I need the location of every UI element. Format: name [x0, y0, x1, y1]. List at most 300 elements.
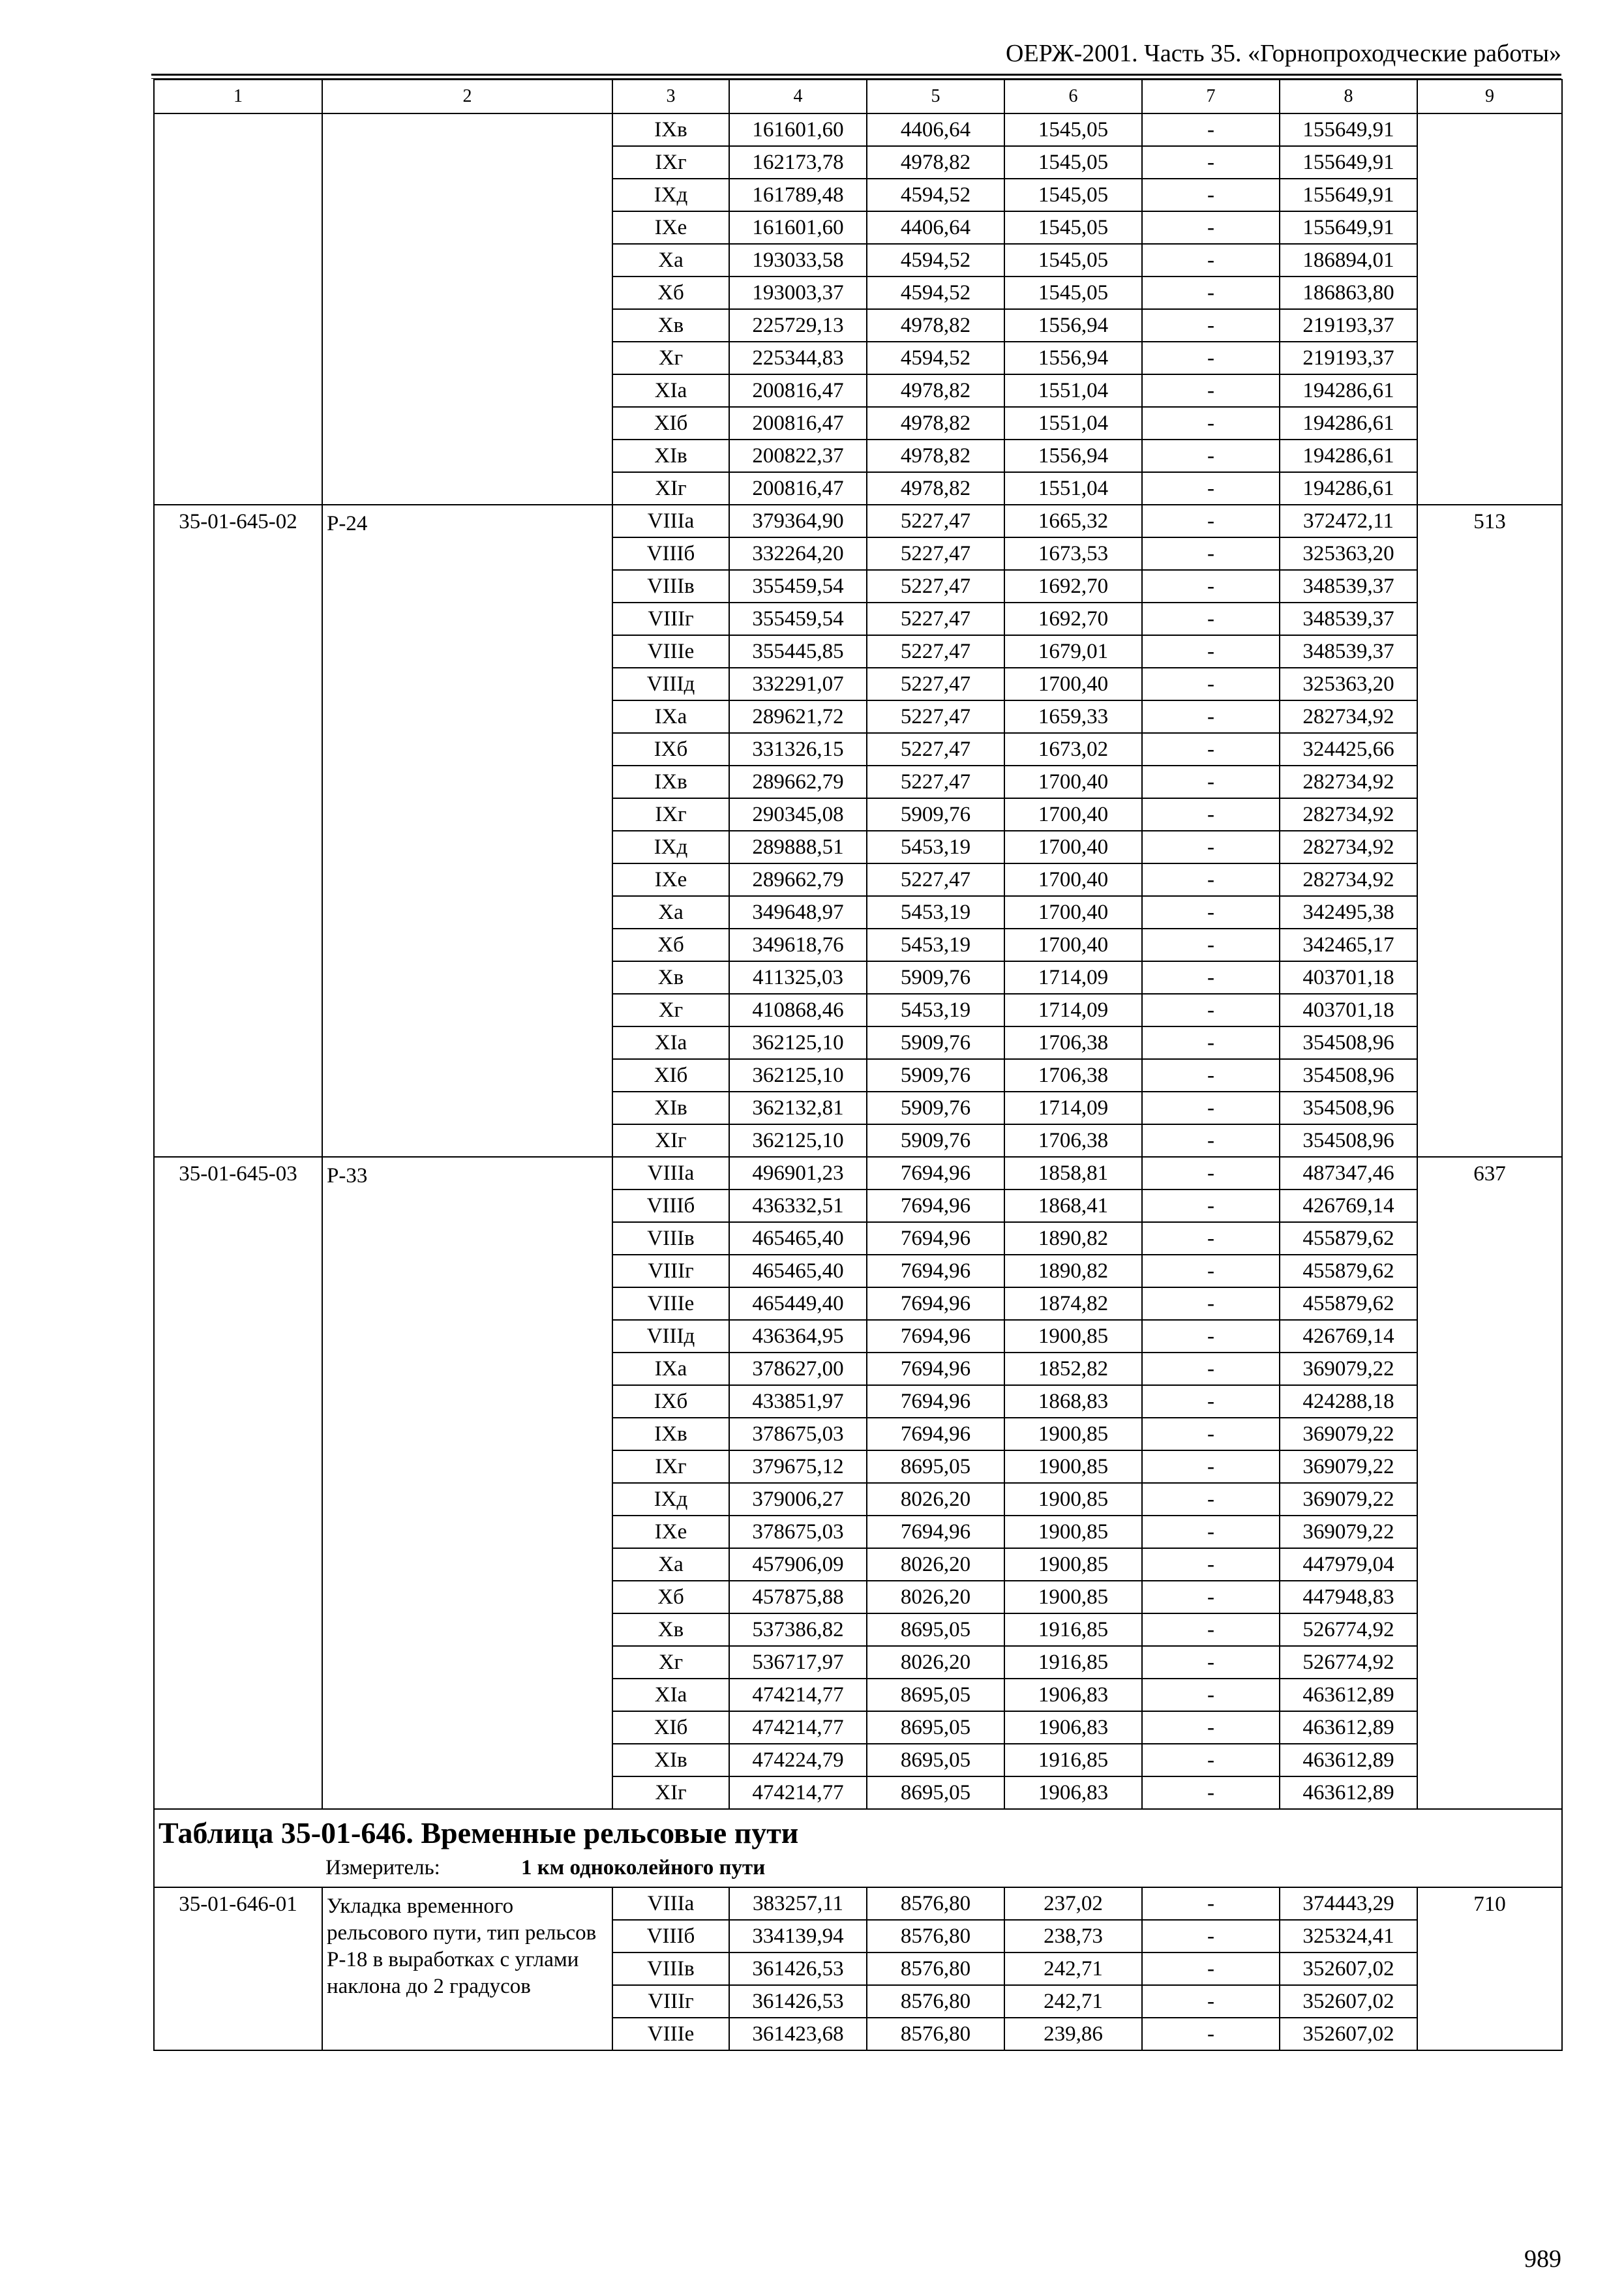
labor-cost-cell: 8576,80: [867, 1887, 1004, 1920]
labor-cost-cell: 7694,96: [867, 1516, 1004, 1548]
total-cost-cell: 474214,77: [729, 1679, 867, 1711]
machine-cost-cell: 1556,94: [1004, 440, 1142, 472]
material-cost-cell: 194286,61: [1280, 440, 1417, 472]
total-cost-cell: 379364,90: [729, 505, 867, 537]
zone-cell: VIIIв: [612, 570, 729, 603]
zone-cell: VIIIа: [612, 505, 729, 537]
labor-hours-cell: 637: [1417, 1157, 1562, 1809]
driver-wage-cell: -: [1142, 896, 1280, 929]
machine-cost-cell: 1545,05: [1004, 146, 1142, 179]
labor-hours-cell: 710: [1417, 1887, 1562, 2050]
labor-cost-cell: 5453,19: [867, 929, 1004, 961]
labor-cost-cell: 4594,52: [867, 244, 1004, 277]
total-cost-cell: 378627,00: [729, 1353, 867, 1385]
total-cost-cell: 355459,54: [729, 570, 867, 603]
zone-cell: XIг: [612, 1124, 729, 1157]
material-cost-cell: 455879,62: [1280, 1255, 1417, 1287]
machine-cost-cell: 1916,85: [1004, 1646, 1142, 1679]
driver-wage-cell: -: [1142, 440, 1280, 472]
material-cost-cell: 447979,04: [1280, 1548, 1417, 1581]
machine-cost-cell: 1556,94: [1004, 342, 1142, 374]
machine-cost-cell: 1852,82: [1004, 1353, 1142, 1385]
material-cost-cell: 352607,02: [1280, 1985, 1417, 2018]
driver-wage-cell: -: [1142, 635, 1280, 668]
column-number: 4: [729, 80, 867, 113]
labor-cost-cell: 5227,47: [867, 537, 1004, 570]
machine-cost-cell: 1556,94: [1004, 309, 1142, 342]
machine-cost-cell: 1890,82: [1004, 1255, 1142, 1287]
driver-wage-cell: -: [1142, 1092, 1280, 1124]
total-cost-cell: 200816,47: [729, 374, 867, 407]
labor-cost-cell: 4978,82: [867, 374, 1004, 407]
driver-wage-cell: -: [1142, 537, 1280, 570]
driver-wage-cell: -: [1142, 1222, 1280, 1255]
total-cost-cell: 355459,54: [729, 603, 867, 635]
material-cost-cell: 342495,38: [1280, 896, 1417, 929]
labor-hours-cell: 513: [1417, 505, 1562, 1157]
driver-wage-cell: -: [1142, 1887, 1280, 1920]
driver-wage-cell: -: [1142, 244, 1280, 277]
zone-cell: IXв: [612, 1418, 729, 1450]
labor-hours-cell: [1417, 113, 1562, 505]
labor-cost-cell: 5227,47: [867, 635, 1004, 668]
machine-cost-cell: 1692,70: [1004, 570, 1142, 603]
zone-cell: IXа: [612, 1353, 729, 1385]
machine-cost-cell: 1665,32: [1004, 505, 1142, 537]
total-cost-cell: 289662,79: [729, 766, 867, 798]
material-cost-cell: 282734,92: [1280, 798, 1417, 831]
total-cost-cell: 537386,82: [729, 1613, 867, 1646]
zone-cell: Xа: [612, 244, 729, 277]
labor-cost-cell: 8695,05: [867, 1450, 1004, 1483]
driver-wage-cell: -: [1142, 1744, 1280, 1776]
zone-cell: Xг: [612, 1646, 729, 1679]
driver-wage-cell: -: [1142, 1581, 1280, 1613]
material-cost-cell: 403701,18: [1280, 961, 1417, 994]
zone-cell: XIб: [612, 1059, 729, 1092]
material-cost-cell: 352607,02: [1280, 2018, 1417, 2050]
total-cost-cell: 465465,40: [729, 1255, 867, 1287]
labor-cost-cell: 8695,05: [867, 1613, 1004, 1646]
labor-cost-cell: 7694,96: [867, 1222, 1004, 1255]
driver-wage-cell: -: [1142, 146, 1280, 179]
labor-cost-cell: 5909,76: [867, 961, 1004, 994]
total-cost-cell: 289621,72: [729, 700, 867, 733]
column-number: 8: [1280, 80, 1417, 113]
total-cost-cell: 361426,53: [729, 1985, 867, 2018]
driver-wage-cell: -: [1142, 1157, 1280, 1189]
machine-cost-cell: 1916,85: [1004, 1613, 1142, 1646]
code-cell: [154, 113, 322, 505]
material-cost-cell: 282734,92: [1280, 700, 1417, 733]
material-cost-cell: 463612,89: [1280, 1744, 1417, 1776]
machine-cost-cell: 1545,05: [1004, 277, 1142, 309]
total-cost-cell: 161601,60: [729, 113, 867, 146]
driver-wage-cell: -: [1142, 374, 1280, 407]
total-cost-cell: 334139,94: [729, 1920, 867, 1952]
machine-cost-cell: 1900,85: [1004, 1418, 1142, 1450]
driver-wage-cell: -: [1142, 733, 1280, 766]
machine-cost-cell: 238,73: [1004, 1920, 1142, 1952]
material-cost-cell: 369079,22: [1280, 1418, 1417, 1450]
driver-wage-cell: -: [1142, 1418, 1280, 1450]
code-cell: 35-01-646-01: [154, 1887, 322, 2050]
machine-cost-cell: 1700,40: [1004, 929, 1142, 961]
material-cost-cell: 372472,11: [1280, 505, 1417, 537]
labor-cost-cell: 5909,76: [867, 798, 1004, 831]
total-cost-cell: 411325,03: [729, 961, 867, 994]
machine-cost-cell: 1551,04: [1004, 472, 1142, 505]
table-row: [154, 1157, 1562, 1189]
total-cost-cell: 200816,47: [729, 472, 867, 505]
zone-cell: VIIIд: [612, 668, 729, 700]
labor-cost-cell: 7694,96: [867, 1157, 1004, 1189]
machine-cost-cell: 1700,40: [1004, 668, 1142, 700]
machine-cost-cell: 1659,33: [1004, 700, 1142, 733]
machine-cost-cell: 1700,40: [1004, 896, 1142, 929]
page-number: 989: [1524, 2245, 1561, 2273]
labor-cost-cell: 5227,47: [867, 505, 1004, 537]
labor-cost-cell: 7694,96: [867, 1287, 1004, 1320]
machine-cost-cell: 1900,85: [1004, 1548, 1142, 1581]
table-title-row: [154, 1809, 1562, 1887]
machine-cost-cell: 1673,53: [1004, 537, 1142, 570]
driver-wage-cell: -: [1142, 1385, 1280, 1418]
zone-cell: XIб: [612, 407, 729, 440]
name-cell: Р-24: [322, 505, 612, 1157]
zone-cell: IXд: [612, 831, 729, 863]
labor-cost-cell: 4406,64: [867, 211, 1004, 244]
total-cost-cell: 379006,27: [729, 1483, 867, 1516]
labor-cost-cell: 5909,76: [867, 1026, 1004, 1059]
driver-wage-cell: -: [1142, 1287, 1280, 1320]
material-cost-cell: 155649,91: [1280, 179, 1417, 211]
zone-cell: Xв: [612, 961, 729, 994]
code-cell: 35-01-645-02: [154, 505, 322, 1157]
labor-cost-cell: 5909,76: [867, 1092, 1004, 1124]
machine-cost-cell: 1906,83: [1004, 1776, 1142, 1809]
zone-cell: Xв: [612, 1613, 729, 1646]
total-cost-cell: 361423,68: [729, 2018, 867, 2050]
zone-cell: VIIIг: [612, 1985, 729, 2018]
zone-cell: Xа: [612, 896, 729, 929]
driver-wage-cell: -: [1142, 1679, 1280, 1711]
zone-cell: XIв: [612, 1744, 729, 1776]
machine-cost-cell: 237,02: [1004, 1887, 1142, 1920]
material-cost-cell: 447948,83: [1280, 1581, 1417, 1613]
driver-wage-cell: -: [1142, 1776, 1280, 1809]
zone-cell: Xг: [612, 342, 729, 374]
material-cost-cell: 186894,01: [1280, 244, 1417, 277]
zone-cell: VIIIб: [612, 537, 729, 570]
machine-cost-cell: 1714,09: [1004, 961, 1142, 994]
labor-cost-cell: 4978,82: [867, 146, 1004, 179]
material-cost-cell: 354508,96: [1280, 1059, 1417, 1092]
labor-cost-cell: 8026,20: [867, 1548, 1004, 1581]
column-number: 7: [1142, 80, 1280, 113]
zone-cell: VIIIа: [612, 1887, 729, 1920]
machine-cost-cell: 242,71: [1004, 1952, 1142, 1985]
total-cost-cell: 161601,60: [729, 211, 867, 244]
zone-cell: Xг: [612, 994, 729, 1026]
total-cost-cell: 362125,10: [729, 1124, 867, 1157]
driver-wage-cell: -: [1142, 179, 1280, 211]
labor-cost-cell: 4594,52: [867, 179, 1004, 211]
driver-wage-cell: -: [1142, 929, 1280, 961]
driver-wage-cell: -: [1142, 766, 1280, 798]
machine-cost-cell: 1906,83: [1004, 1711, 1142, 1744]
total-cost-cell: 290345,08: [729, 798, 867, 831]
zone-cell: XIг: [612, 472, 729, 505]
labor-cost-cell: 4978,82: [867, 472, 1004, 505]
machine-cost-cell: 1692,70: [1004, 603, 1142, 635]
zone-cell: VIIIб: [612, 1189, 729, 1222]
material-cost-cell: 354508,96: [1280, 1124, 1417, 1157]
labor-cost-cell: 8695,05: [867, 1679, 1004, 1711]
zone-cell: IXе: [612, 211, 729, 244]
machine-cost-cell: 1900,85: [1004, 1516, 1142, 1548]
labor-cost-cell: 8695,05: [867, 1744, 1004, 1776]
column-number: 5: [867, 80, 1004, 113]
driver-wage-cell: -: [1142, 603, 1280, 635]
labor-cost-cell: 7694,96: [867, 1320, 1004, 1353]
driver-wage-cell: -: [1142, 994, 1280, 1026]
material-cost-cell: 369079,22: [1280, 1450, 1417, 1483]
material-cost-cell: 426769,14: [1280, 1320, 1417, 1353]
total-cost-cell: 349648,97: [729, 896, 867, 929]
labor-cost-cell: 8695,05: [867, 1776, 1004, 1809]
machine-cost-cell: 1545,05: [1004, 179, 1142, 211]
total-cost-cell: 200816,47: [729, 407, 867, 440]
total-cost-cell: 378675,03: [729, 1418, 867, 1450]
material-cost-cell: 369079,22: [1280, 1516, 1417, 1548]
material-cost-cell: 455879,62: [1280, 1287, 1417, 1320]
total-cost-cell: 355445,85: [729, 635, 867, 668]
material-cost-cell: 354508,96: [1280, 1026, 1417, 1059]
total-cost-cell: 465465,40: [729, 1222, 867, 1255]
material-cost-cell: 463612,89: [1280, 1679, 1417, 1711]
machine-cost-cell: 1900,85: [1004, 1450, 1142, 1483]
labor-cost-cell: 8695,05: [867, 1711, 1004, 1744]
driver-wage-cell: -: [1142, 211, 1280, 244]
labor-cost-cell: 5227,47: [867, 603, 1004, 635]
labor-cost-cell: 5227,47: [867, 863, 1004, 896]
zone-cell: IXе: [612, 863, 729, 896]
zone-cell: VIIIг: [612, 1255, 729, 1287]
column-number: 1: [154, 80, 322, 113]
material-cost-cell: 352607,02: [1280, 1952, 1417, 1985]
driver-wage-cell: -: [1142, 1124, 1280, 1157]
labor-cost-cell: 8026,20: [867, 1483, 1004, 1516]
material-cost-cell: 194286,61: [1280, 472, 1417, 505]
name-cell: [322, 113, 612, 505]
material-cost-cell: 282734,92: [1280, 863, 1417, 896]
machine-cost-cell: 1900,85: [1004, 1320, 1142, 1353]
labor-cost-cell: 4594,52: [867, 342, 1004, 374]
table-title-cell: [154, 1809, 1562, 1887]
column-number: 3: [612, 80, 729, 113]
material-cost-cell: 348539,37: [1280, 570, 1417, 603]
zone-cell: IXг: [612, 798, 729, 831]
price-table: [153, 79, 1563, 2051]
material-cost-cell: 354508,96: [1280, 1092, 1417, 1124]
machine-cost-cell: 1714,09: [1004, 994, 1142, 1026]
zone-cell: XIв: [612, 1092, 729, 1124]
total-cost-cell: 162173,78: [729, 146, 867, 179]
material-cost-cell: 194286,61: [1280, 407, 1417, 440]
material-cost-cell: 463612,89: [1280, 1776, 1417, 1809]
machine-cost-cell: 1706,38: [1004, 1026, 1142, 1059]
driver-wage-cell: -: [1142, 113, 1280, 146]
labor-cost-cell: 5227,47: [867, 700, 1004, 733]
labor-cost-cell: 5909,76: [867, 1124, 1004, 1157]
table-row: [154, 113, 1562, 146]
material-cost-cell: 186863,80: [1280, 277, 1417, 309]
total-cost-cell: 225344,83: [729, 342, 867, 374]
material-cost-cell: 369079,22: [1280, 1353, 1417, 1385]
driver-wage-cell: -: [1142, 1711, 1280, 1744]
material-cost-cell: 219193,37: [1280, 342, 1417, 374]
table-title: Таблица 35-01-646. Временные рельсовые пути: [158, 1816, 799, 1849]
machine-cost-cell: 1706,38: [1004, 1059, 1142, 1092]
driver-wage-cell: -: [1142, 1952, 1280, 1985]
column-number-row: [154, 80, 1562, 113]
labor-cost-cell: 5909,76: [867, 1059, 1004, 1092]
zone-cell: VIIIв: [612, 1952, 729, 1985]
machine-cost-cell: 1700,40: [1004, 831, 1142, 863]
total-cost-cell: 436364,95: [729, 1320, 867, 1353]
total-cost-cell: 362125,10: [729, 1026, 867, 1059]
material-cost-cell: 348539,37: [1280, 603, 1417, 635]
zone-cell: IXд: [612, 1483, 729, 1516]
total-cost-cell: 193003,37: [729, 277, 867, 309]
total-cost-cell: 161789,48: [729, 179, 867, 211]
zone-cell: XIа: [612, 1679, 729, 1711]
driver-wage-cell: -: [1142, 863, 1280, 896]
driver-wage-cell: -: [1142, 407, 1280, 440]
machine-cost-cell: 1545,05: [1004, 211, 1142, 244]
labor-cost-cell: 5227,47: [867, 570, 1004, 603]
zone-cell: Xб: [612, 929, 729, 961]
labor-cost-cell: 8576,80: [867, 1952, 1004, 1985]
zone-cell: XIа: [612, 374, 729, 407]
labor-cost-cell: 4978,82: [867, 407, 1004, 440]
zone-cell: VIIIа: [612, 1157, 729, 1189]
total-cost-cell: 536717,97: [729, 1646, 867, 1679]
total-cost-cell: 410868,46: [729, 994, 867, 1026]
zone-cell: Xб: [612, 277, 729, 309]
machine-cost-cell: 1545,05: [1004, 244, 1142, 277]
labor-cost-cell: 4406,64: [867, 113, 1004, 146]
machine-cost-cell: 1890,82: [1004, 1222, 1142, 1255]
zone-cell: Xа: [612, 1548, 729, 1581]
zone-cell: IXв: [612, 766, 729, 798]
driver-wage-cell: -: [1142, 1920, 1280, 1952]
material-cost-cell: 424288,18: [1280, 1385, 1417, 1418]
total-cost-cell: 361426,53: [729, 1952, 867, 1985]
labor-cost-cell: 4978,82: [867, 440, 1004, 472]
total-cost-cell: 457875,88: [729, 1581, 867, 1613]
driver-wage-cell: -: [1142, 1548, 1280, 1581]
total-cost-cell: 496901,23: [729, 1157, 867, 1189]
machine-cost-cell: 1874,82: [1004, 1287, 1142, 1320]
zone-cell: Xб: [612, 1581, 729, 1613]
driver-wage-cell: -: [1142, 1516, 1280, 1548]
zone-cell: IXб: [612, 733, 729, 766]
machine-cost-cell: 1673,02: [1004, 733, 1142, 766]
zone-cell: XIг: [612, 1776, 729, 1809]
total-cost-cell: 332264,20: [729, 537, 867, 570]
labor-cost-cell: 7694,96: [867, 1189, 1004, 1222]
zone-cell: VIIIб: [612, 1920, 729, 1952]
zone-cell: XIа: [612, 1026, 729, 1059]
machine-cost-cell: 1700,40: [1004, 863, 1142, 896]
zone-cell: VIIIе: [612, 635, 729, 668]
labor-cost-cell: 8026,20: [867, 1581, 1004, 1613]
material-cost-cell: 282734,92: [1280, 831, 1417, 863]
machine-cost-cell: 1858,81: [1004, 1157, 1142, 1189]
driver-wage-cell: -: [1142, 1189, 1280, 1222]
zone-cell: IXе: [612, 1516, 729, 1548]
driver-wage-cell: -: [1142, 342, 1280, 374]
zone-cell: IXг: [612, 146, 729, 179]
labor-cost-cell: 7694,96: [867, 1255, 1004, 1287]
material-cost-cell: 342465,17: [1280, 929, 1417, 961]
material-cost-cell: 348539,37: [1280, 635, 1417, 668]
machine-cost-cell: 1700,40: [1004, 766, 1142, 798]
machine-cost-cell: 1900,85: [1004, 1581, 1142, 1613]
driver-wage-cell: -: [1142, 1646, 1280, 1679]
labor-cost-cell: 7694,96: [867, 1353, 1004, 1385]
material-cost-cell: 325363,20: [1280, 537, 1417, 570]
machine-cost-cell: 1868,83: [1004, 1385, 1142, 1418]
labor-cost-cell: 4978,82: [867, 309, 1004, 342]
material-cost-cell: 369079,22: [1280, 1483, 1417, 1516]
driver-wage-cell: -: [1142, 277, 1280, 309]
driver-wage-cell: -: [1142, 961, 1280, 994]
machine-cost-cell: 1906,83: [1004, 1679, 1142, 1711]
driver-wage-cell: -: [1142, 309, 1280, 342]
zone-cell: IXг: [612, 1450, 729, 1483]
column-number: 9: [1417, 80, 1562, 113]
running-header: ОЕРЖ-2001. Часть 35. «Горнопроходческие работы»: [1006, 40, 1561, 67]
table-row: [154, 1887, 1562, 1920]
total-cost-cell: 331326,15: [729, 733, 867, 766]
total-cost-cell: 332291,07: [729, 668, 867, 700]
machine-cost-cell: 1916,85: [1004, 1744, 1142, 1776]
driver-wage-cell: -: [1142, 1450, 1280, 1483]
material-cost-cell: 403701,18: [1280, 994, 1417, 1026]
total-cost-cell: 349618,76: [729, 929, 867, 961]
material-cost-cell: 155649,91: [1280, 113, 1417, 146]
driver-wage-cell: -: [1142, 1483, 1280, 1516]
labor-cost-cell: 8576,80: [867, 1920, 1004, 1952]
zone-cell: VIIIе: [612, 2018, 729, 2050]
driver-wage-cell: -: [1142, 505, 1280, 537]
driver-wage-cell: -: [1142, 831, 1280, 863]
material-cost-cell: 374443,29: [1280, 1887, 1417, 1920]
machine-cost-cell: 1545,05: [1004, 113, 1142, 146]
machine-cost-cell: 239,86: [1004, 2018, 1142, 2050]
total-cost-cell: 433851,97: [729, 1385, 867, 1418]
labor-cost-cell: 5453,19: [867, 831, 1004, 863]
total-cost-cell: 383257,11: [729, 1887, 867, 1920]
total-cost-cell: 200822,37: [729, 440, 867, 472]
total-cost-cell: 289662,79: [729, 863, 867, 896]
zone-cell: VIIIд: [612, 1320, 729, 1353]
driver-wage-cell: -: [1142, 472, 1280, 505]
total-cost-cell: 193033,58: [729, 244, 867, 277]
